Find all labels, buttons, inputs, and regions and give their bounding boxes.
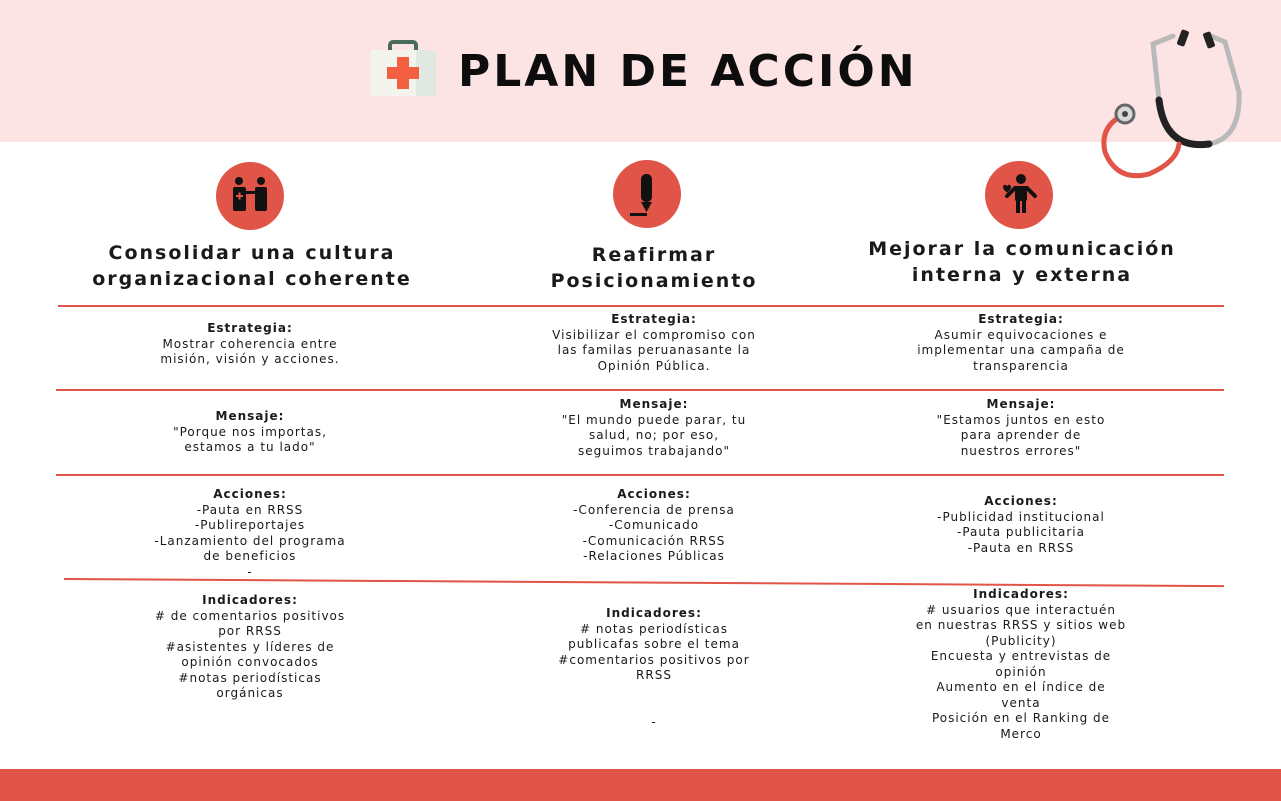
message-label: Mensaje: bbox=[215, 409, 285, 423]
indicators-text: # notas periodísticas publicafas sobre el tema #comentarios positivos por RRSS - bbox=[558, 621, 750, 729]
actions-label: Acciones: bbox=[617, 487, 691, 501]
strategy-block bbox=[494, 312, 814, 374]
divider-line bbox=[56, 474, 1224, 476]
indicators-block bbox=[861, 587, 1181, 742]
strategy-label: Estrategia: bbox=[207, 321, 293, 335]
message-block bbox=[494, 397, 814, 459]
strategy-text: Asumir equivocaciones e implementar una campaña de transparencia bbox=[917, 327, 1125, 373]
indicators-label: Indicadores: bbox=[606, 606, 702, 620]
indicators-label: Indicadores: bbox=[973, 587, 1069, 601]
person-heart-icon bbox=[985, 161, 1053, 229]
pen-icon bbox=[613, 160, 681, 228]
first-aid-kit-icon bbox=[368, 40, 438, 98]
actions-label: Acciones: bbox=[213, 487, 287, 501]
indicators-label: Indicadores: bbox=[202, 593, 298, 607]
indicators-text: # usuarios que interactuén en nuestras RRSS y sitios web (Publicity) Encuesta y entrevistas de opinión Aumento en el índice de venta Posición en el Ranking de Merco bbox=[915, 602, 1127, 741]
column-1-title: Consolidar una cultura organizacional coherente bbox=[92, 242, 412, 290]
strategy-text: Visibilizar el compromiso con las familas peruanasante la Opinión Pública. bbox=[552, 327, 756, 373]
indicators-block bbox=[100, 593, 400, 702]
strategy-block bbox=[100, 321, 400, 368]
message-text: "Estamos juntos en esto para aprender de nuestros errores" bbox=[936, 412, 1106, 458]
actions-block bbox=[494, 487, 814, 565]
strategy-label: Estrategia: bbox=[611, 312, 697, 326]
message-block bbox=[100, 409, 400, 456]
footer-bar bbox=[0, 769, 1281, 801]
strategy-text: Mostrar coherencia entre misión, visión y acciones. bbox=[160, 336, 340, 366]
actions-text: -Pauta en RRSS -Publireportajes -Lanzamiento del programa de beneficios - bbox=[154, 502, 346, 579]
page-title: PLAN DE ACCIÓN bbox=[458, 46, 918, 97]
strategy-label: Estrategia: bbox=[978, 312, 1064, 326]
actions-text: -Conferencia de prensa -Comunicado -Comunicación RRSS -Relaciones Públicas bbox=[573, 502, 735, 563]
message-text: "Porque nos importas, estamos a tu lado" bbox=[173, 424, 327, 454]
doctor-patient-icon bbox=[216, 162, 284, 230]
message-label: Mensaje: bbox=[619, 397, 689, 411]
divider-line bbox=[56, 389, 1224, 391]
actions-block bbox=[100, 487, 400, 580]
indicators-block bbox=[494, 606, 814, 730]
message-block bbox=[861, 397, 1181, 459]
actions-label: Acciones: bbox=[984, 494, 1058, 508]
actions-text: -Publicidad institucional -Pauta publicitaria -Pauta en RRSS bbox=[937, 509, 1105, 555]
column-2-title: Reafirmar Posicionamiento bbox=[550, 244, 758, 292]
stethoscope-icon bbox=[1093, 22, 1253, 182]
indicators-text: # de comentarios positivos por RRSS #asistentes y líderes de opinión convocados #notas periodísticas orgánicas bbox=[154, 608, 346, 700]
divider-line bbox=[58, 305, 1224, 307]
message-text: "El mundo puede parar, tu salud, no; por eso, seguimos trabajando" bbox=[561, 412, 747, 458]
column-3-title: Mejorar la comunicación interna y externa bbox=[868, 238, 1176, 286]
message-label: Mensaje: bbox=[986, 397, 1056, 411]
actions-block bbox=[861, 494, 1181, 556]
strategy-block bbox=[861, 312, 1181, 374]
